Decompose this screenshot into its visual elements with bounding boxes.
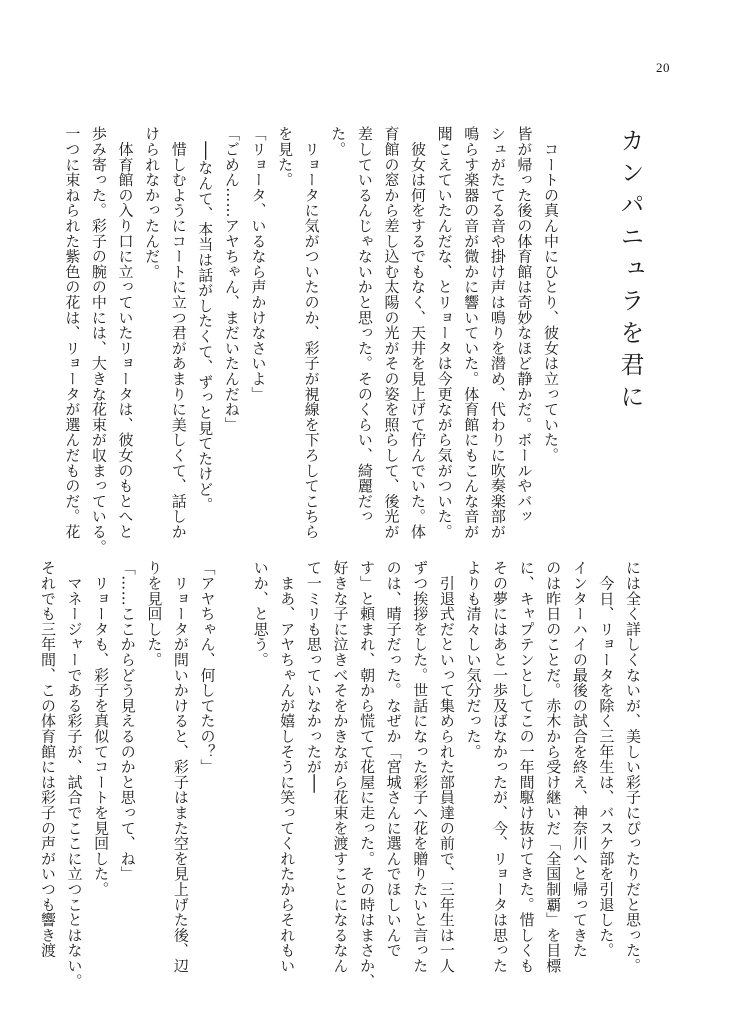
text-line: よりも清々しい気分だった。 [464, 560, 483, 759]
text-line: 皆が帰った後の体育館は奇妙なほど静かだ。ボールやバッ [515, 126, 534, 524]
text-line: 「ごめん……アヤちゃん、まだいたんだね」 [222, 126, 241, 432]
text-block-bottom [38, 560, 646, 989]
page-number: 20 [656, 60, 670, 75]
text-line: シュがたてる音や掛け声は鳴りを潜め、代わりに吹奏楽部が [488, 126, 507, 540]
text-line: りを見回した。 [145, 560, 164, 668]
text-line: リョータが問いかけると、彩子はまた空を見上げた後、辺 [171, 560, 190, 974]
text-line: 体育館の入り口に立っていたリョータは、彼女のもとへと [116, 126, 135, 540]
text-line: その夢にはあと一歩及ばなかったが、今、リョータは思った [491, 560, 510, 974]
text-line: リョータも、彩子を真似てコートを見回した。 [92, 560, 111, 897]
text-line [221, 560, 248, 940]
text-line: リョータに気がついたのか、彩子が視線を下ろしてこちら [302, 126, 321, 540]
text-line: 「……ここからどう見えるのかと思って、ね」 [118, 560, 137, 882]
text-line: 惜しむようにコートに立つ君があまりに美しくて、話しか [169, 126, 188, 540]
text-line: けられなかったんだ。 [143, 126, 162, 279]
text-line: コートの真ん中にひとり、彼女は立っていた。 [542, 126, 560, 463]
text-line: た。 [329, 126, 348, 157]
text-line: て一ミリも思っていなかったが── [304, 560, 323, 793]
text-line: に、キャプテンとしてこの一年間駆け抜けてきた。惜しくも [517, 560, 536, 974]
text-line: 歩み寄った。彩子の腕の中には、大きな花束が収まっている。 [89, 126, 108, 555]
text-line: 今日、リョータを除く三年生は、バスケ部を引退した。 [597, 560, 616, 958]
text-line: ──なんて、本当は話がしたくて、ずっと見てたけど。 [196, 126, 215, 512]
text-line: 一つに束ねられた紫色の花は、リョータが選んだものだ。花 [63, 126, 82, 540]
text-line: まあ、アヤちゃんが嬉しそうに笑ってくれたからそれもい [278, 560, 297, 974]
text-line: のは昨日のことだ。赤木から受け継いだ「全国制覇」を目標 [544, 560, 563, 974]
text-line: 聞こえていたんだな、とリョータは今更ながら気がついた。 [435, 126, 454, 540]
text-line: それでも三年間、この体育館には彩子の声がいつも響き渡 [38, 560, 57, 958]
text-line: インターハイの最後の試合を終え、神奈川へと帰ってきた [570, 560, 589, 958]
text-line: には全く詳しくないが、美しい彩子にぴったりだと思った。 [624, 560, 642, 974]
text-line: 「リョータ、いるなら声かけなさいよ」 [249, 126, 268, 402]
text-line: 「アヤちゃん、何してたの？」 [198, 560, 217, 775]
text-line: 鳴らす楽器の音が微かに響いていた。体育館にもこんな音が [462, 126, 481, 540]
text-block-top [44, 126, 564, 555]
text-line: 育館の窓から差し込む太陽の光がその姿を照らして、後光が [382, 126, 401, 540]
text-line: マネージャーである彩子が、試合でここに立つことはない。 [65, 560, 84, 989]
text-line: す」と頼まれ、朝から慌てて花屋に走った。その時はまさか、 [358, 560, 377, 989]
text-line: を見た。 [276, 126, 295, 188]
text-line: のは、晴子だった。なぜか「宮城さんに選んでほしいんで [384, 560, 403, 958]
text-line: 好きな子に泣きべそをかきながら花束を渡すことになるなん [331, 560, 350, 974]
text-line: 引退式だといって集められた部員達の前で、三年生は一人 [437, 560, 456, 974]
chapter-title: カンパニュラを君に [616, 128, 644, 416]
text-line: ずつ挨拶をした。世話になった彩子へ花を贈りたいと言った [411, 560, 430, 974]
text-line: 差しているんじゃないかと思った。そのくらい、綺麗だっ [355, 126, 374, 524]
text-line: 彼女は何をするでもなく、天井を見上げて佇んでいた。体 [409, 126, 428, 540]
text-line: いか、と思う。 [251, 560, 270, 668]
